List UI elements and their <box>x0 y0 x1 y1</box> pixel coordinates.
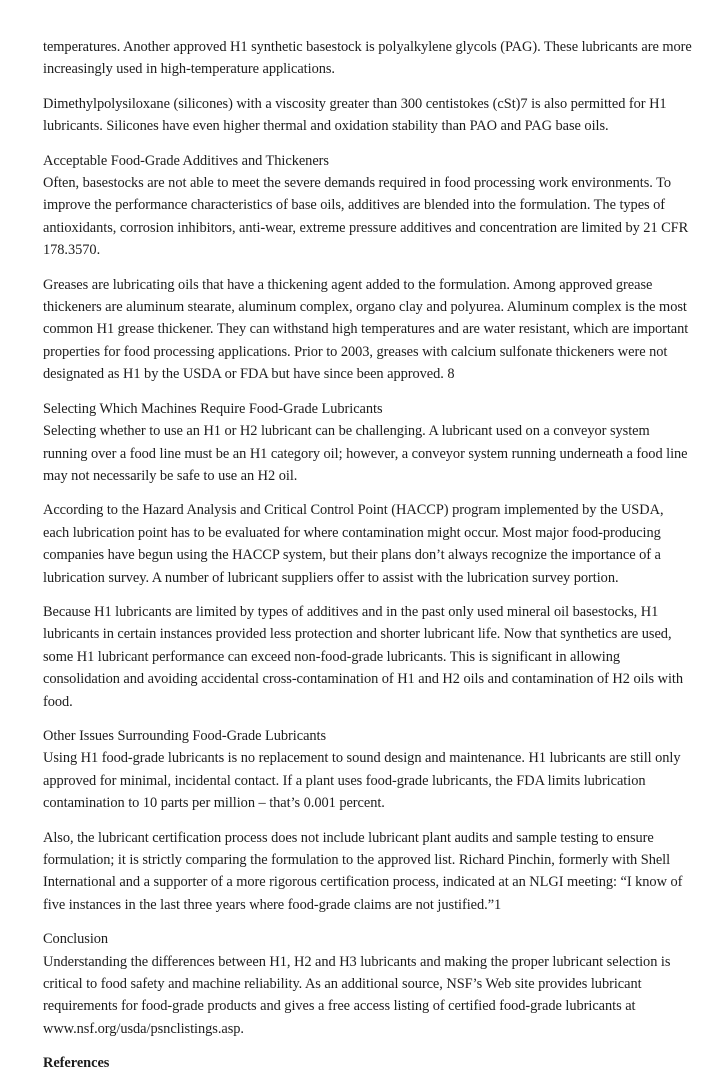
paragraph-text: Because H1 lubricants are limited by types of additives and in the past only used mineral oil basestocks, H1 lubricants in certain instances provided less protection and shorter lubricant life. Now that synthetics are used, some H1 lubricant performance can exceed non-food-grade lubricants. This is significant in allowing consolidation and avoiding accidental cross-contamination of H1 and H2 oils and contamination of H2 oils with food. <box>43 603 683 710</box>
paragraph-text: Selecting whether to use an H1 or H2 lubricant can be challenging. A lubricant used on a conveyor system running over a food line must be an H1 category oil; however, a conveyor system running underneath a food line may not necessarily be safe to use an H2 oil. <box>43 423 688 484</box>
paragraph-text: According to the Hazard Analysis and Critical Control Point (HACCP) program implemented by the USDA, each lubrication point has to be evaluated for where contamination might occur. Most major food-producing companies have begun using the HACCP system, but their plans don’t always recognize the importance of a lubrication survey. A number of lubricant suppliers offer to assist with the lubrication survey portion. <box>43 502 664 586</box>
paragraph-text: Using H1 food-grade lubricants is no replacement to sound design and maintenance. H1 lubricants are still only approved for minimal, incidental contact. If a plant uses food-grade lubricants, the FDA limits lubrication contamination to 10 parts per million – that’s 0.001 percent. <box>43 750 681 812</box>
paragraph <box>43 601 693 713</box>
paragraph-text: Greases are lubricating oils that have a thickening agent added to the formulation. Among approved grease thickeners are aluminum stearate, aluminum complex, organo clay and polyurea. Aluminum complex is the most common H1 grease thickener. They can withstand high temperatures and are water resistant, which are important properties for food processing applications. Prior to 2003, greases with calcium sulfonate thickeners were not designated as H1 by the USDA or FDA but have since been approved. 8 <box>43 276 689 383</box>
document-body <box>43 36 693 1040</box>
paragraph <box>43 725 693 815</box>
paragraph <box>43 150 693 262</box>
paragraph <box>43 928 693 1040</box>
section-heading: Acceptable Food-Grade Additives and Thickeners <box>43 152 329 169</box>
document-page <box>43 36 693 1075</box>
paragraph <box>43 499 693 589</box>
section-heading: Conclusion <box>43 931 109 948</box>
paragraph <box>43 827 693 917</box>
paragraph <box>43 398 693 488</box>
paragraph <box>43 274 693 386</box>
paragraph-text: Also, the lubricant certification process does not include lubricant plant audits and sample testing to ensure formulation; it is strictly comparing the formulation to the approved list. Richard Pinchin, formerly with Shell International and a supporter of a more rigorous certification process, indicated at an NLGI meeting: “I know of five instances in the last three years where food-grade claims are not justified.”1 <box>43 829 683 913</box>
paragraph-text: temperatures. Another approved H1 synthetic basestock is polyalkylene glycols (PAG). These lubricants are more increasingly used in high-temperature applications. <box>43 39 692 78</box>
paragraph-text: Often, basestocks are not able to meet the severe demands required in food processing work environments. To improve the performance characteristics of base oils, additives are blended into the formulation. The types of antioxidants, corrosion inhibitors, anti-wear, extreme pressure additives and concentration are limited by 21 CFR 178.3570. <box>43 175 689 259</box>
section-heading: Other Issues Surrounding Food-Grade Lubricants <box>43 727 327 744</box>
paragraph-text: Dimethylpolysiloxane (silicones) with a viscosity greater than 300 centistokes (cSt)7 is also permitted for H1 lubricants. Silicones have even higher thermal and oxidation stability than PAO and PAG base oils. <box>43 95 667 135</box>
references-heading: References <box>43 1055 110 1072</box>
paragraph-text: Understanding the differences between H1, H2 and H3 lubricants and making the proper lubricant selection is critical to food safety and machine reliability. As an additional source, NSF’s Web site provides lubricant requirements for food-grade products and gives a free access listing of certified food-grade lubricants at www.nsf.org/usda/psnclistings.asp. <box>43 953 671 1037</box>
paragraph <box>43 93 693 138</box>
paragraph <box>43 36 693 81</box>
section-heading: Selecting Which Machines Require Food-Grade Lubricants <box>43 400 383 417</box>
